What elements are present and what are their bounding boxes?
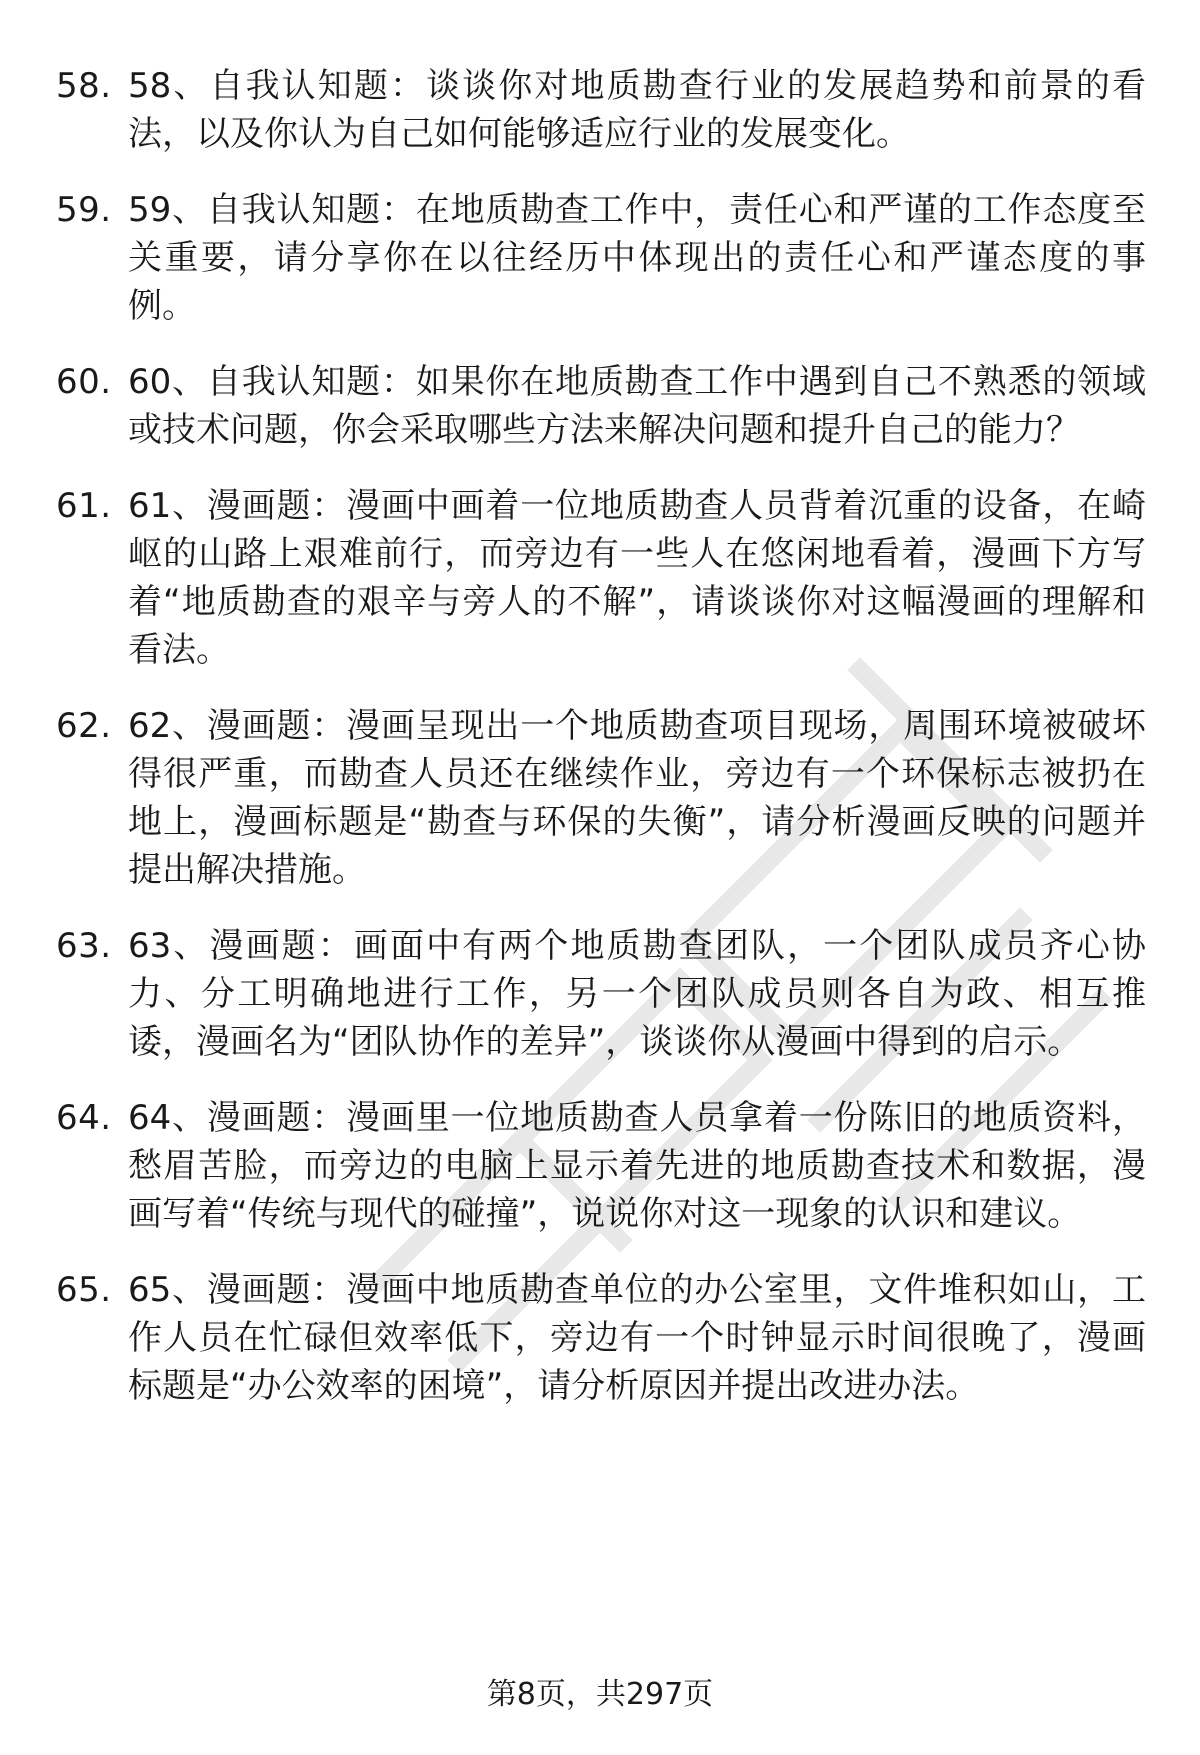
question-list xyxy=(56,62,1146,1438)
question-number: 61. xyxy=(56,486,112,526)
list-item xyxy=(56,922,1146,1066)
list-item xyxy=(56,482,1146,674)
question-text: 61、漫画题：漫画中画着一位地质勘查人员背着沉重的设备，在崎岖的山路上艰难前行，而旁边有一些人在悠闲地看着，漫画下方写着“地质勘查的艰辛与旁人的不解”，请谈谈你对这幅漫画的理解和看法。 xyxy=(128,486,1146,670)
question-number: 65. xyxy=(56,1270,112,1310)
question-text: 58、自我认知题：谈谈你对地质勘查行业的发展趋势和前景的看法，以及你认为自己如何能够适应行业的发展变化。 xyxy=(128,66,1146,154)
list-item xyxy=(56,1094,1146,1238)
question-text: 59、自我认知题：在地质勘查工作中，责任心和严谨的工作态度至关重要，请分享你在以往经历中体现出的责任心和严谨态度的事例。 xyxy=(128,190,1146,326)
list-item xyxy=(56,1266,1146,1410)
question-number: 63. xyxy=(56,926,112,966)
list-item xyxy=(56,62,1146,158)
list-item xyxy=(56,702,1146,894)
question-number: 64. xyxy=(56,1098,112,1138)
question-text: 64、漫画题：漫画里一位地质勘查人员拿着一份陈旧的地质资料，愁眉苦脸，而旁边的电脑上显示着先进的地质勘查技术和数据，漫画写着“传统与现代的碰撞”，说说你对这一现象的认识和建议。 xyxy=(128,1098,1146,1234)
question-number: 58. xyxy=(56,66,112,106)
list-item xyxy=(56,358,1146,454)
question-text: 62、漫画题：漫画呈现出一个地质勘查项目现场，周围环境被破坏得很严重，而勘查人员还在继续作业，旁边有一个环保标志被扔在地上，漫画标题是“勘查与环保的失衡”，请分析漫画反映的问题并提出解决措施。 xyxy=(128,706,1146,890)
question-text: 65、漫画题：漫画中地质勘查单位的办公室里，文件堆积如山，工作人员在忙碌但效率低下，旁边有一个时钟显示时间很晚了，漫画标题是“办公效率的困境”，请分析原因并提出改进办法。 xyxy=(128,1270,1146,1406)
question-number: 59. xyxy=(56,190,112,230)
question-number: 62. xyxy=(56,706,112,746)
page-number-footer: 第8页，共297页 xyxy=(486,1677,714,1712)
question-number: 60. xyxy=(56,362,112,402)
question-text: 63、漫画题：画面中有两个地质勘查团队，一个团队成员齐心协力、分工明确地进行工作，另一个团队成员则各自为政、相互推诿，漫画名为“团队协作的差异”，谈谈你从漫画中得到的启示。 xyxy=(128,926,1146,1062)
list-item xyxy=(56,186,1146,330)
question-text: 60、自我认知题：如果你在地质勘查工作中遇到自己不熟悉的领域或技术问题，你会采取哪些方法来解决问题和提升自己的能力？ xyxy=(128,362,1146,450)
